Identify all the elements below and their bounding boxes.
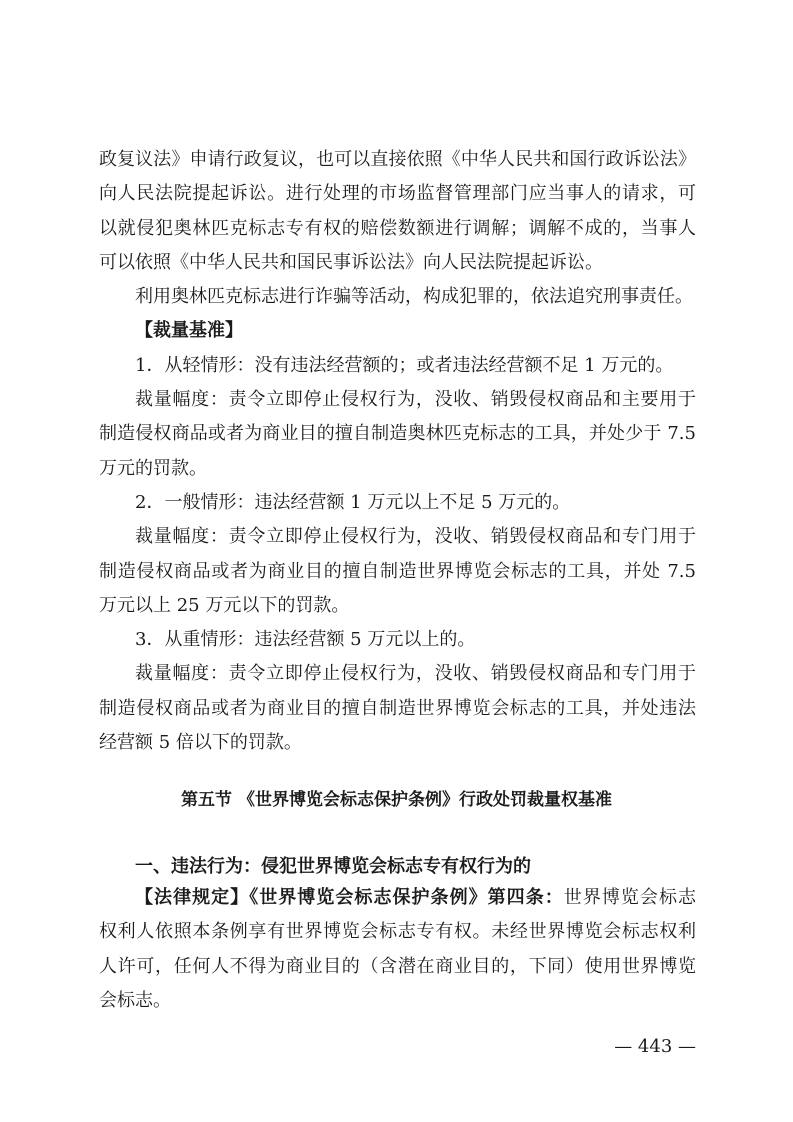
item-title-severe: 3．从重情形：违法经营额 5 万元以上的。 xyxy=(135,629,476,651)
item-range-line: 制造侵权商品或者为商业目的擅自制造世界博览会标志的工具，并处 7.5 xyxy=(99,560,696,582)
law-label: 【法律规定】《世界博览会标志保护条例》第四条： xyxy=(135,887,564,908)
item-title-general: 2．一般情形：违法经营额 1 万元以上不足 5 万元的。 xyxy=(135,491,571,513)
body-line: 向人民法院提起诉讼。进行处理的市场监督管理部门应当事人的请求，可 xyxy=(99,183,696,205)
law-first-line xyxy=(99,881,696,915)
law-provision xyxy=(99,881,696,1018)
item-range-line: 经营额 5 倍以下的罚款。 xyxy=(99,732,302,754)
item-range-line: 制造侵权商品或者为商业目的擅自制造奥林匹克标志的工具，并处少于 7.5 xyxy=(99,423,696,445)
item-range-line: 裁量幅度：责令立即停止侵权行为，没收、销毁侵权商品和专门用于 xyxy=(135,663,696,685)
item-range-line: 裁量幅度：责令立即停止侵权行为，没收、销毁侵权商品和主要用于 xyxy=(135,389,696,411)
benchmark-heading: 【裁量基准】 xyxy=(135,320,243,342)
upper-body xyxy=(99,143,696,760)
item-range-line: 制造侵权商品或者为商业目的擅自制造世界博览会标志的工具，并处违法 xyxy=(99,697,696,719)
body-line: 以就侵犯奥林匹克标志专有权的赔偿数额进行调解；调解不成的，当事人 xyxy=(99,217,696,239)
item-range-line: 万元的罚款。 xyxy=(99,457,207,479)
body-line: 可以依照《中华人民共和国民事诉讼法》向人民法院提起诉讼。 xyxy=(99,251,603,273)
section-title: 第五节 《世界博览会标志保护条例》行政处罚裁量权基准 xyxy=(181,790,612,810)
law-line: 权利人依照本条例享有世界博览会标志专有权。未经世界博览会标志权利 xyxy=(99,921,696,943)
sub-heading: 一、违法行为：侵犯世界博览会标志专有权行为的 xyxy=(135,856,531,877)
item-range-line: 裁量幅度：责令立即停止侵权行为，没收、销毁侵权商品和专门用于 xyxy=(135,526,696,548)
law-line: 会标志。 xyxy=(99,989,171,1011)
page-number: — 443 — xyxy=(614,1036,696,1057)
law-text: 世界博览会标志 xyxy=(563,887,697,908)
body-line: 政复议法》申请行政复议，也可以直接依照《中华人民共和国行政诉讼法》 xyxy=(99,149,696,170)
law-line: 人许可，任何人不得为商业目的（含潜在商业目的，下同）使用世界博览 xyxy=(99,955,696,977)
crime-liability-line: 利用奥林匹克标志进行诈骗等活动，构成犯罪的，依法追究刑事责任。 xyxy=(135,286,693,308)
item-title-lenient: 1．从轻情形：没有违法经营额的；或者违法经营额不足 1 万元的。 xyxy=(135,354,674,376)
item-range-line: 万元以上 25 万元以下的罚款。 xyxy=(99,594,350,616)
